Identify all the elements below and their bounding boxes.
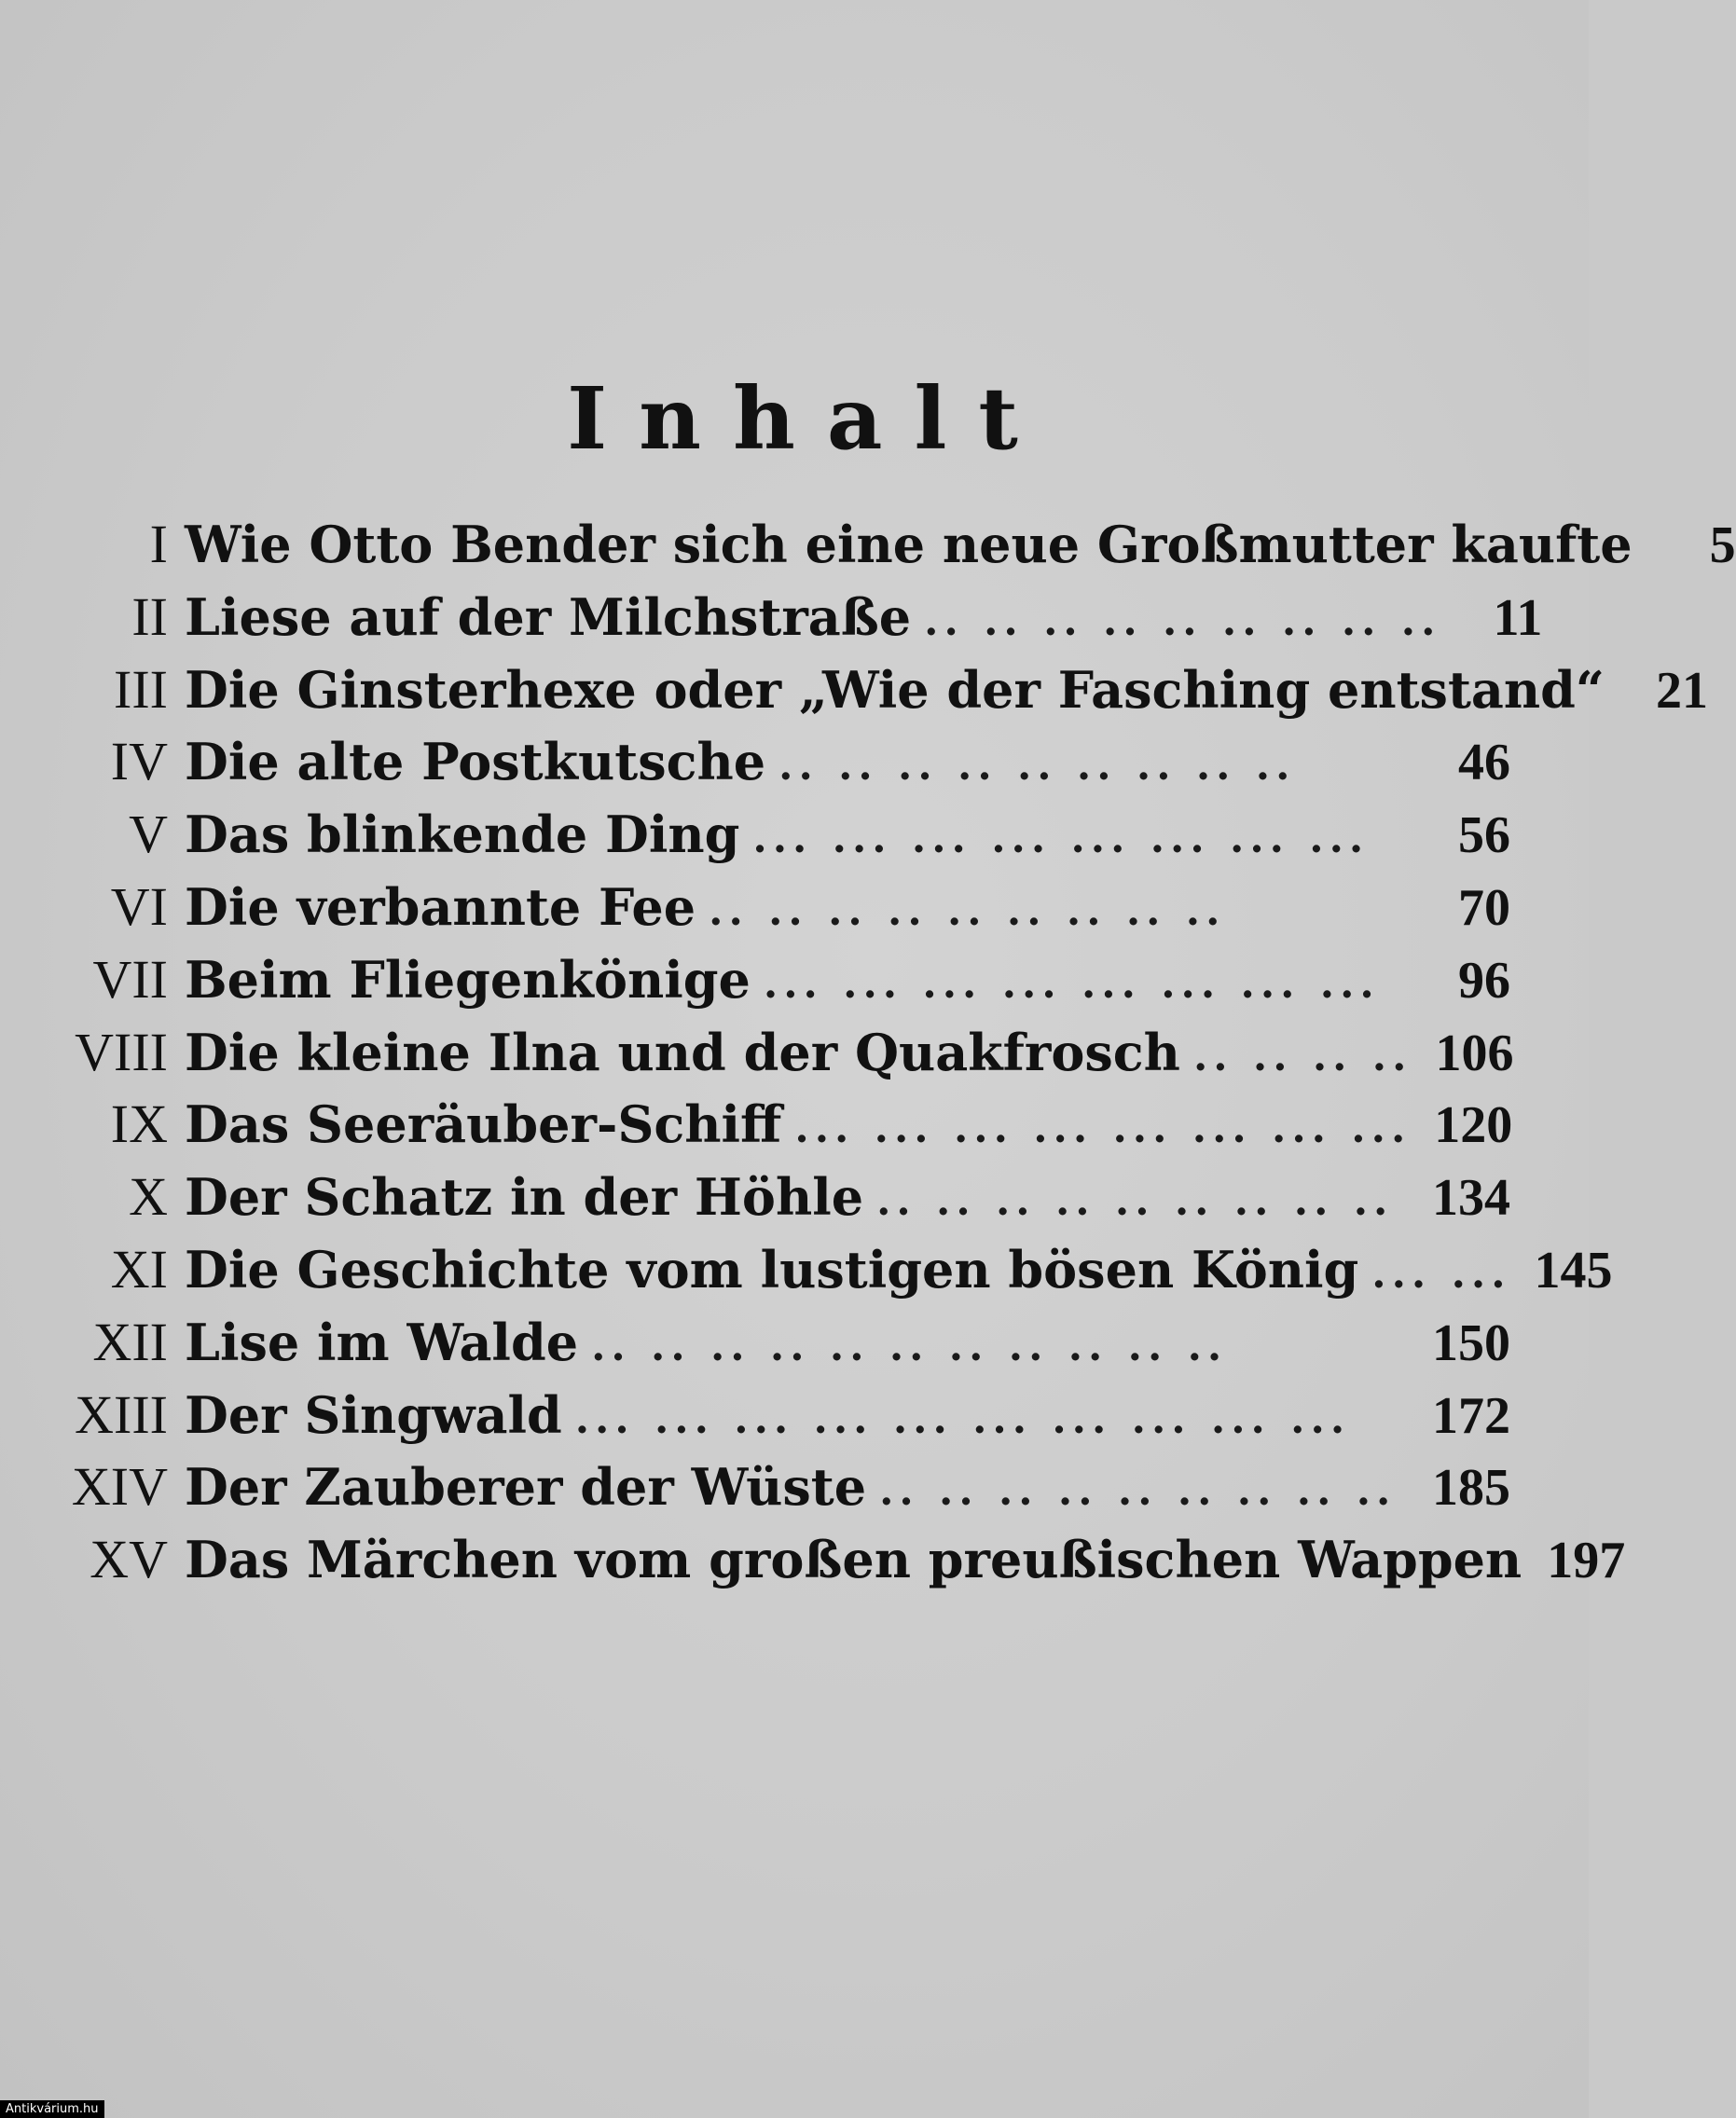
chapter-number: VIII: [75, 1021, 168, 1082]
chapter-number: XV: [90, 1529, 168, 1590]
chapter-title: Liese auf der Milchstraße: [185, 586, 912, 647]
page-number: 21: [1655, 661, 1708, 720]
chapter-title: Wie Otto Bender sich eine neue Großmutter kaufte: [185, 515, 1633, 574]
toc-entry: [28, 1523, 1626, 1596]
chapter-title: Lise im Walde: [185, 1312, 579, 1372]
page-number: 106: [1435, 1024, 1514, 1082]
chapter-number: II: [131, 585, 168, 647]
toc-entry: [28, 798, 1510, 871]
page-number: 150: [1432, 1313, 1510, 1372]
table-of-contents: [28, 508, 1736, 1596]
dot-leader: ... ... ... ... ... ... ... ... ... ...: [574, 1395, 1351, 1443]
toc-entry: [28, 653, 1708, 726]
page-number: 70: [1458, 878, 1510, 937]
chapter-title: Die kleine Ilna und der Quakfrosch: [185, 1022, 1180, 1082]
chapter-title: Der Singwald: [185, 1384, 562, 1445]
page-number: 120: [1434, 1096, 1513, 1155]
chapter-title: Die Geschichte vom lustigen bösen König: [185, 1239, 1359, 1300]
chapter-number: VI: [110, 875, 168, 937]
toc-entry: [28, 725, 1510, 798]
chapter-title: Die Ginsterhexe oder „Wie der Fasching entstand“: [185, 659, 1605, 720]
dot-leader: .. .. .. .. .. .. .. .. ..: [778, 742, 1296, 791]
page-number: 56: [1458, 806, 1510, 865]
toc-entry: [28, 871, 1510, 943]
chapter-number: XIII: [75, 1383, 168, 1445]
page-number: 185: [1432, 1459, 1510, 1518]
chapter-title: Der Schatz in der Höhle: [185, 1167, 864, 1228]
chapter-number: I: [149, 514, 168, 574]
page-number: 197: [1547, 1532, 1626, 1590]
toc-entry: [28, 1088, 1513, 1161]
dot-leader: .. .. .. ..: [1192, 1032, 1412, 1080]
dot-leader: ... ... ... ... ... ... ... ...: [763, 959, 1380, 1008]
chapter-title: Der Zauberer der Wüste: [185, 1457, 867, 1518]
dot-leader: .. .. .. .. .. .. .. .. ..: [709, 887, 1226, 935]
page-number: 145: [1534, 1241, 1613, 1300]
dot-leader: ... ...: [1371, 1249, 1511, 1298]
toc-entry: [28, 1306, 1510, 1379]
chapter-title: Das Märchen vom großen preußischen Wappen: [185, 1530, 1522, 1590]
toc-entry: [28, 508, 1736, 581]
chapter-number: III: [114, 658, 168, 720]
chapter-number: VII: [92, 948, 168, 1010]
toc-entry: [28, 1379, 1510, 1451]
chapter-number: V: [129, 804, 168, 865]
chapter-number: IX: [110, 1093, 168, 1155]
page-title: Inhalt: [567, 368, 1050, 469]
chapter-title: Beim Fliegenkönige: [185, 949, 751, 1010]
chapter-number: XII: [92, 1311, 168, 1372]
page-number: 46: [1458, 734, 1510, 792]
dot-leader: .. .. .. .. .. .. .. .. ..: [879, 1467, 1397, 1516]
dot-leader: ... ... ... ... ... ... ... ...: [794, 1105, 1412, 1153]
toc-entry: [28, 1451, 1510, 1523]
chapter-number: XIV: [71, 1456, 168, 1518]
chapter-number: X: [129, 1166, 168, 1228]
watermark: Antikvárium.hu: [0, 2100, 104, 2118]
page-number: 11: [1493, 588, 1543, 647]
chapter-title: Die alte Postkutsche: [185, 732, 766, 792]
chapter-title: Die verbannte Fee: [185, 876, 696, 937]
page-number: 172: [1432, 1386, 1510, 1445]
toc-entry: [28, 581, 1543, 653]
chapter-number: IV: [110, 731, 168, 792]
dot-leader: .. .. .. .. .. .. .. .. .. .. ..: [591, 1322, 1228, 1370]
dot-leader: .. .. .. .. .. .. .. .. ..: [924, 597, 1441, 645]
page-number: 134: [1432, 1169, 1510, 1228]
chapter-title: Das Seeräuber-Schiff: [185, 1094, 782, 1155]
page-number: 5: [1709, 516, 1736, 574]
toc-entry: [28, 943, 1510, 1016]
toc-entry: [28, 1016, 1514, 1089]
dot-leader: .. .. .. .. .. .. .. .. ..: [876, 1177, 1394, 1226]
page-number: 96: [1458, 951, 1510, 1010]
chapter-title: Das blinkende Ding: [185, 805, 740, 865]
toc-entry: [28, 1233, 1613, 1306]
toc-entry: [28, 1161, 1510, 1233]
dot-leader: ... ... ... ... ... ... ... ...: [752, 815, 1370, 863]
chapter-number: XI: [110, 1238, 168, 1300]
